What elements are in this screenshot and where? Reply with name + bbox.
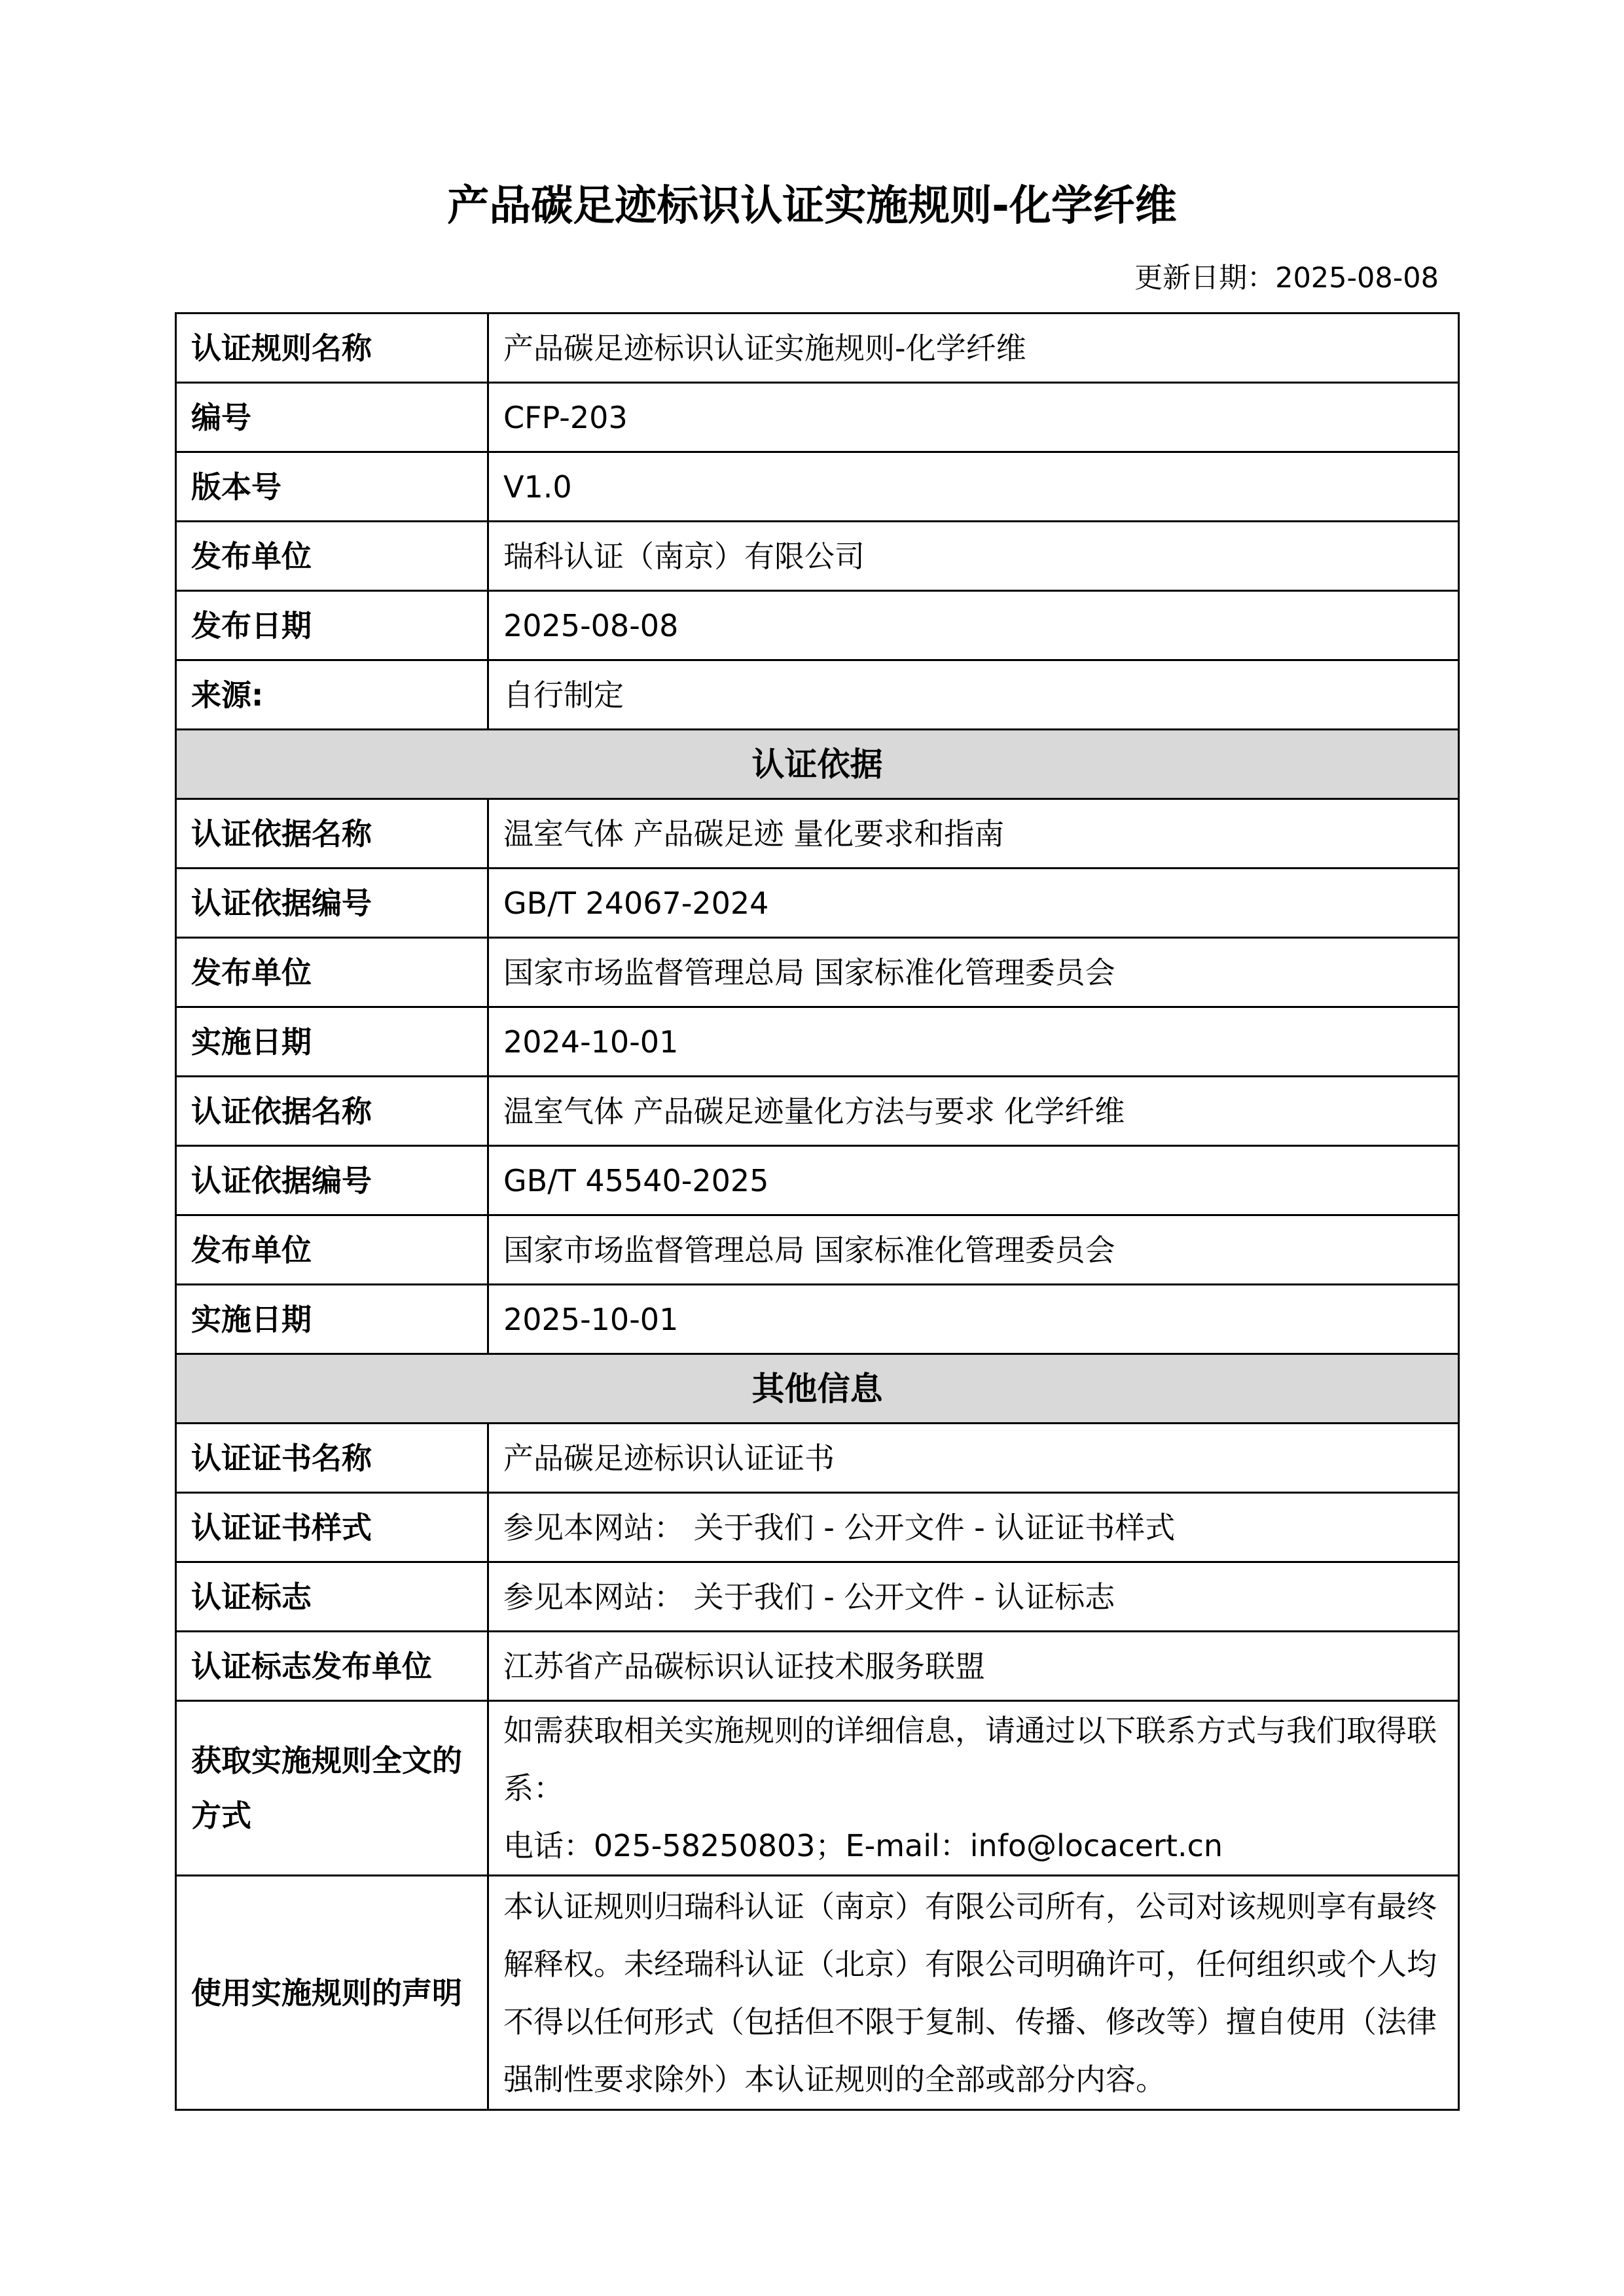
table-row	[176, 869, 1459, 938]
row-label: 认证标志发布单位	[176, 1632, 488, 1701]
section-heading-other: 其他信息	[176, 1354, 1459, 1424]
section-header-row	[176, 730, 1459, 799]
table-row	[176, 522, 1459, 591]
row-label: 发布单位	[176, 522, 488, 591]
row-value: 参见本网站： 关于我们 - 公开文件 - 认证证书样式	[488, 1493, 1459, 1562]
row-label: 认证依据名称	[176, 799, 488, 869]
table-row	[176, 1632, 1459, 1701]
row-value: 瑞科认证（南京）有限公司	[488, 522, 1459, 591]
row-value: 2025-08-08	[488, 591, 1459, 660]
page-title: 产品碳足迹标识认证实施规则-化学纤维	[447, 182, 1177, 230]
row-label: 认证证书样式	[176, 1493, 488, 1562]
table-row	[176, 591, 1459, 660]
table-row	[176, 1215, 1459, 1285]
row-value: 江苏省产品碳标识认证技术服务联盟	[488, 1632, 1459, 1701]
table-row	[176, 1424, 1459, 1493]
table-row	[176, 938, 1459, 1007]
row-value: 2024-10-01	[488, 1007, 1459, 1077]
row-value: CFP-203	[488, 383, 1459, 452]
row-label: 发布单位	[176, 1215, 488, 1285]
section-heading-basis: 认证依据	[176, 730, 1459, 799]
row-label: 实施日期	[176, 1007, 488, 1077]
row-value: 本认证规则归瑞科认证（南京）有限公司所有，公司对该规则享有最终解释权。未经瑞科认证（北京）有限公司明确许可，任何组织或个人均不得以任何形式（包括但不限于复制、传播、修改等）擅自使用（法律强制性要求除外）本认证规则的全部或部分内容。	[488, 1876, 1459, 2110]
row-value: 2025-10-01	[488, 1285, 1459, 1354]
access-contact: 电话：025-58250803；E-mail：info@locacert.cn	[503, 1828, 1223, 1863]
row-label: 来源:	[176, 660, 488, 730]
row-label: 发布日期	[176, 591, 488, 660]
row-value: 参见本网站： 关于我们 - 公开文件 - 认证标志	[488, 1562, 1459, 1632]
row-label: 认证规则名称	[176, 314, 488, 383]
row-value: GB/T 24067-2024	[488, 869, 1459, 938]
table-row	[176, 1077, 1459, 1146]
row-label: 使用实施规则的声明	[176, 1876, 488, 2110]
row-label: 认证依据编号	[176, 869, 488, 938]
row-value: 自行制定	[488, 660, 1459, 730]
table-row	[176, 314, 1459, 383]
row-value: 产品碳足迹标识认证实施规则-化学纤维	[488, 314, 1459, 383]
row-value: 国家市场监督管理总局 国家标准化管理委员会	[488, 938, 1459, 1007]
row-label: 编号	[176, 383, 488, 452]
table-row	[176, 1007, 1459, 1077]
access-instructions: 如需获取相关实施规则的详细信息，请通过以下联系方式与我们取得联系：	[503, 1713, 1437, 1806]
update-date: 更新日期：2025-08-08	[1134, 262, 1439, 295]
table-row	[176, 1562, 1459, 1632]
table-row	[176, 452, 1459, 522]
row-label: 发布单位	[176, 938, 488, 1007]
section-header-row	[176, 1354, 1459, 1424]
table-row	[176, 1146, 1459, 1215]
table-row	[176, 660, 1459, 730]
row-value: V1.0	[488, 452, 1459, 522]
table-row	[176, 1876, 1459, 2110]
row-label: 认证证书名称	[176, 1424, 488, 1493]
row-value: 产品碳足迹标识认证证书	[488, 1424, 1459, 1493]
row-value: GB/T 45540-2025	[488, 1146, 1459, 1215]
row-label: 版本号	[176, 452, 488, 522]
row-value	[488, 1701, 1459, 1876]
row-value: 国家市场监督管理总局 国家标准化管理委员会	[488, 1215, 1459, 1285]
table-row	[176, 1493, 1459, 1562]
row-value: 温室气体 产品碳足迹 量化要求和指南	[488, 799, 1459, 869]
row-label: 获取实施规则全文的方式	[176, 1701, 488, 1876]
row-label: 实施日期	[176, 1285, 488, 1354]
rule-table	[175, 312, 1460, 2111]
row-label: 认证依据名称	[176, 1077, 488, 1146]
table-row	[176, 799, 1459, 869]
table-row	[176, 383, 1459, 452]
row-value: 温室气体 产品碳足迹量化方法与要求 化学纤维	[488, 1077, 1459, 1146]
row-label: 认证标志	[176, 1562, 488, 1632]
row-label: 认证依据编号	[176, 1146, 488, 1215]
table-row	[176, 1701, 1459, 1876]
table-row	[176, 1285, 1459, 1354]
